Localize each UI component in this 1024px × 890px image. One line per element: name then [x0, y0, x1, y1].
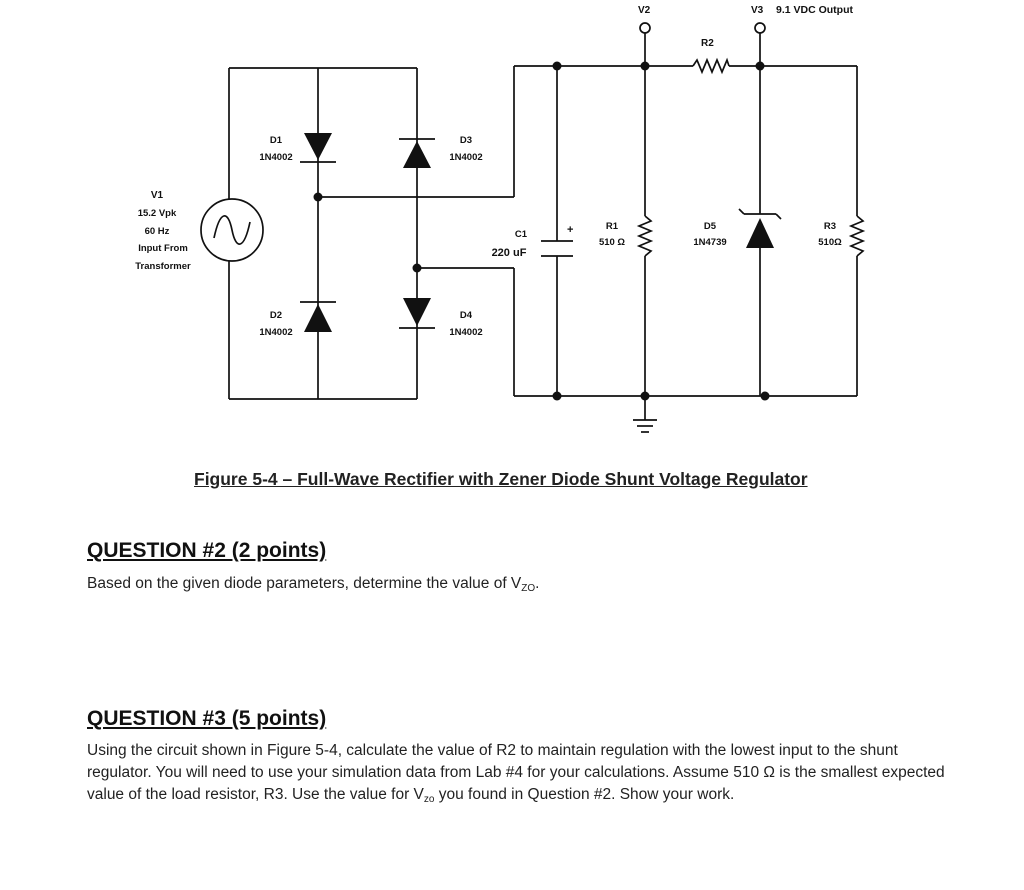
- diode-d1: [300, 133, 336, 162]
- d2-part: 1N4002: [259, 327, 293, 338]
- d2-name: D2: [269, 310, 283, 321]
- d1-part: 1N4002: [259, 152, 293, 163]
- d5-name: D5: [703, 221, 717, 232]
- junction-dots: [314, 62, 770, 401]
- ac-source: [201, 199, 263, 261]
- ground-icon: [633, 420, 657, 432]
- question-2-text-main: Based on the given diode parameters, determine the value of V: [87, 575, 522, 592]
- r3-value: 510Ω: [818, 237, 842, 248]
- question-2-subscript: ZO: [521, 583, 536, 594]
- v1-input-line2: Transformer: [135, 261, 191, 272]
- output-label: 9.1 VDC Output: [776, 4, 854, 16]
- v1-voltage: 15.2 Vpk: [137, 208, 177, 219]
- v2-label: V2: [638, 5, 651, 16]
- d4-name: D4: [459, 310, 473, 321]
- r2-label: R2: [701, 38, 714, 49]
- v1-label: V1: [150, 190, 164, 201]
- c1-name: C1: [514, 229, 528, 240]
- question-3-text-part1: Using the circuit shown in Figure 5-4, calculate the value of R2 to maintain regulation with the lowest input to the shunt regulator. You will need to use your simulation data from Lab #4 for your calculations. Assume 510 Ω is the smallest expected value of the load resistor, R3. Use the value for V: [87, 742, 945, 803]
- v1-input-line1: Input From: [138, 243, 188, 254]
- d5-part: 1N4739: [693, 237, 727, 248]
- resistor-r2: [693, 60, 729, 72]
- d3-part: 1N4002: [449, 152, 483, 163]
- d3-name: D3: [459, 135, 473, 146]
- r3-name: R3: [823, 221, 837, 232]
- c1-value: 220 uF: [491, 247, 527, 259]
- v2-node-icon: [640, 23, 650, 33]
- r1-value: 510 Ω: [598, 237, 626, 248]
- question-2-heading: QUESTION #2 (2 points): [87, 539, 327, 562]
- v3-label: V3: [751, 5, 764, 16]
- capacitor-c1: [541, 241, 573, 256]
- resistor-r1: [639, 216, 651, 256]
- v1-frequency: 60 Hz: [144, 226, 170, 237]
- diode-d4: [399, 298, 435, 328]
- r1-name: R1: [605, 221, 619, 232]
- d1-name: D1: [269, 135, 283, 146]
- zener-diode-d5: [739, 209, 781, 248]
- question-3-text-part2: you found in Question #2. Show your work.: [434, 786, 735, 803]
- c1-polarity: +: [567, 224, 574, 236]
- v3-node-icon: [755, 23, 765, 33]
- question-3-subscript: zo: [423, 794, 435, 805]
- figure-caption: Figure 5-4 – Full-Wave Rectifier with Zener Diode Shunt Voltage Regulator: [194, 469, 808, 489]
- d4-part: 1N4002: [449, 327, 483, 338]
- diode-d2: [300, 302, 336, 332]
- resistor-r3: [851, 216, 863, 256]
- question-3-heading: QUESTION #3 (5 points): [87, 707, 327, 730]
- question-2-text: [87, 573, 539, 595]
- question-3-text: [87, 740, 962, 806]
- diode-d3: [399, 139, 435, 168]
- question-2-text-end: .: [535, 575, 540, 592]
